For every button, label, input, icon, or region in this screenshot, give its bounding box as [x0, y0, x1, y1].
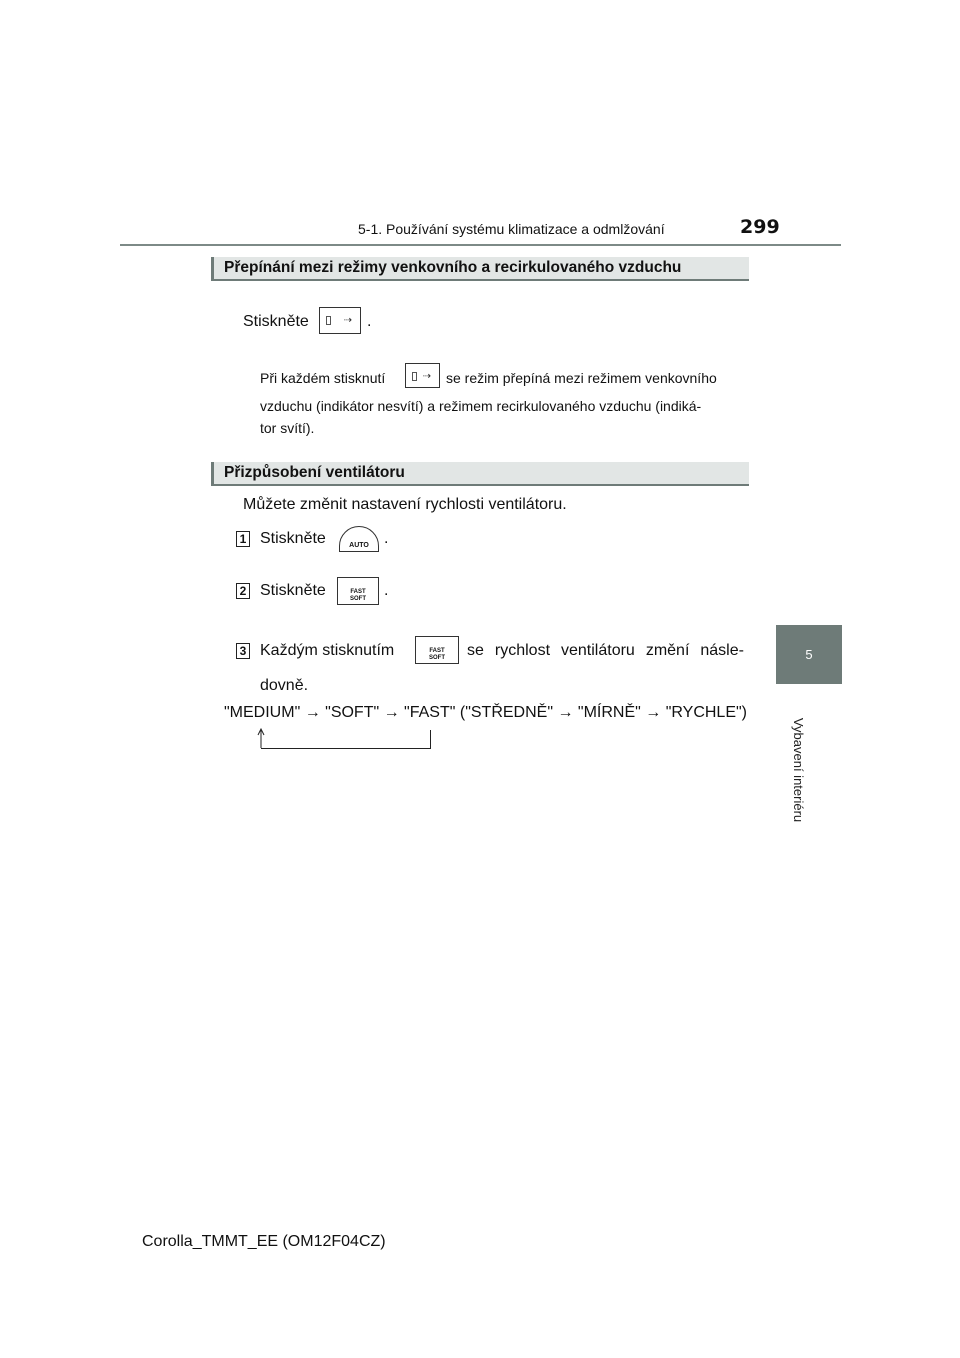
fast-soft-button-image: [337, 577, 379, 605]
press-suffix: .: [367, 313, 372, 330]
sequence-loop-bracket: [261, 730, 431, 749]
auto-button-image: AUTO: [339, 526, 379, 552]
recirculation-button-image-small: [405, 363, 440, 388]
step-number-1: 1: [236, 531, 250, 547]
step2-text: Stiskněte: [260, 582, 326, 599]
section-heading-air-mode: Přepínání mezi režimy venkovního a recirkulovaného vzduchu: [211, 257, 749, 281]
header-section-title: 5-1. Používání systému klimatizace a odmlžování: [358, 221, 665, 237]
header-rule: [120, 244, 841, 246]
fan-sequence: "MEDIUM" → "SOFT" → "FAST" ("STŘEDNĚ" → "MÍRNĚ" → "RYCHLE"): [224, 704, 747, 721]
fast-label: FAST: [350, 589, 366, 595]
step3-word: násle-: [700, 642, 744, 659]
step3-prefix: Každým stisknutím: [260, 642, 395, 659]
step2-suffix: .: [384, 582, 389, 599]
step-number-3: 3: [236, 643, 250, 659]
step1-suffix: .: [384, 530, 389, 547]
page-number: 299: [740, 216, 780, 238]
step3-line2: dovně.: [260, 677, 309, 694]
recirculation-button-image: [319, 307, 361, 334]
step3-words: [467, 642, 744, 660]
car-recirculation-icon: ⇢: [343, 315, 352, 326]
note-line2: vzduchu (indikátor nesvítí) a režimem recirkulovaného vzduchu (indiká-: [260, 398, 702, 414]
step1-text: Stiskněte: [260, 530, 326, 547]
step3-word: ventilátoru: [561, 642, 635, 659]
step3-word: se: [467, 642, 484, 659]
note-line1-prefix: Při každém stisknutí: [260, 370, 386, 386]
press-instruction: Stiskněte: [243, 313, 309, 330]
soft-label: SOFT: [429, 655, 445, 661]
car-recirculation-icon: ⇢: [422, 371, 431, 382]
fan-intro: Můžete změnit nastavení rychlosti ventilátoru.: [243, 496, 567, 513]
step-number-2: 2: [236, 583, 250, 599]
step3-word: rychlost: [494, 642, 551, 659]
note-line1-suffix: se režim přepíná mezi režimem venkovního: [446, 370, 717, 386]
fast-label: FAST: [429, 648, 445, 654]
footer-model-code: Corolla_TMMT_EE (OM12F04CZ): [142, 1233, 386, 1250]
chapter-tab: 5: [776, 625, 842, 684]
chapter-label: Vybavení interiéru: [791, 717, 806, 823]
section-heading-fan: Přizpůsobení ventilátoru: [211, 462, 749, 486]
soft-label: SOFT: [350, 596, 366, 602]
note-line3: tor svítí).: [260, 420, 315, 436]
fast-soft-button-image-2: [415, 636, 459, 664]
step3-word: změní: [645, 642, 690, 659]
loop-arrow-icon: [257, 728, 265, 748]
